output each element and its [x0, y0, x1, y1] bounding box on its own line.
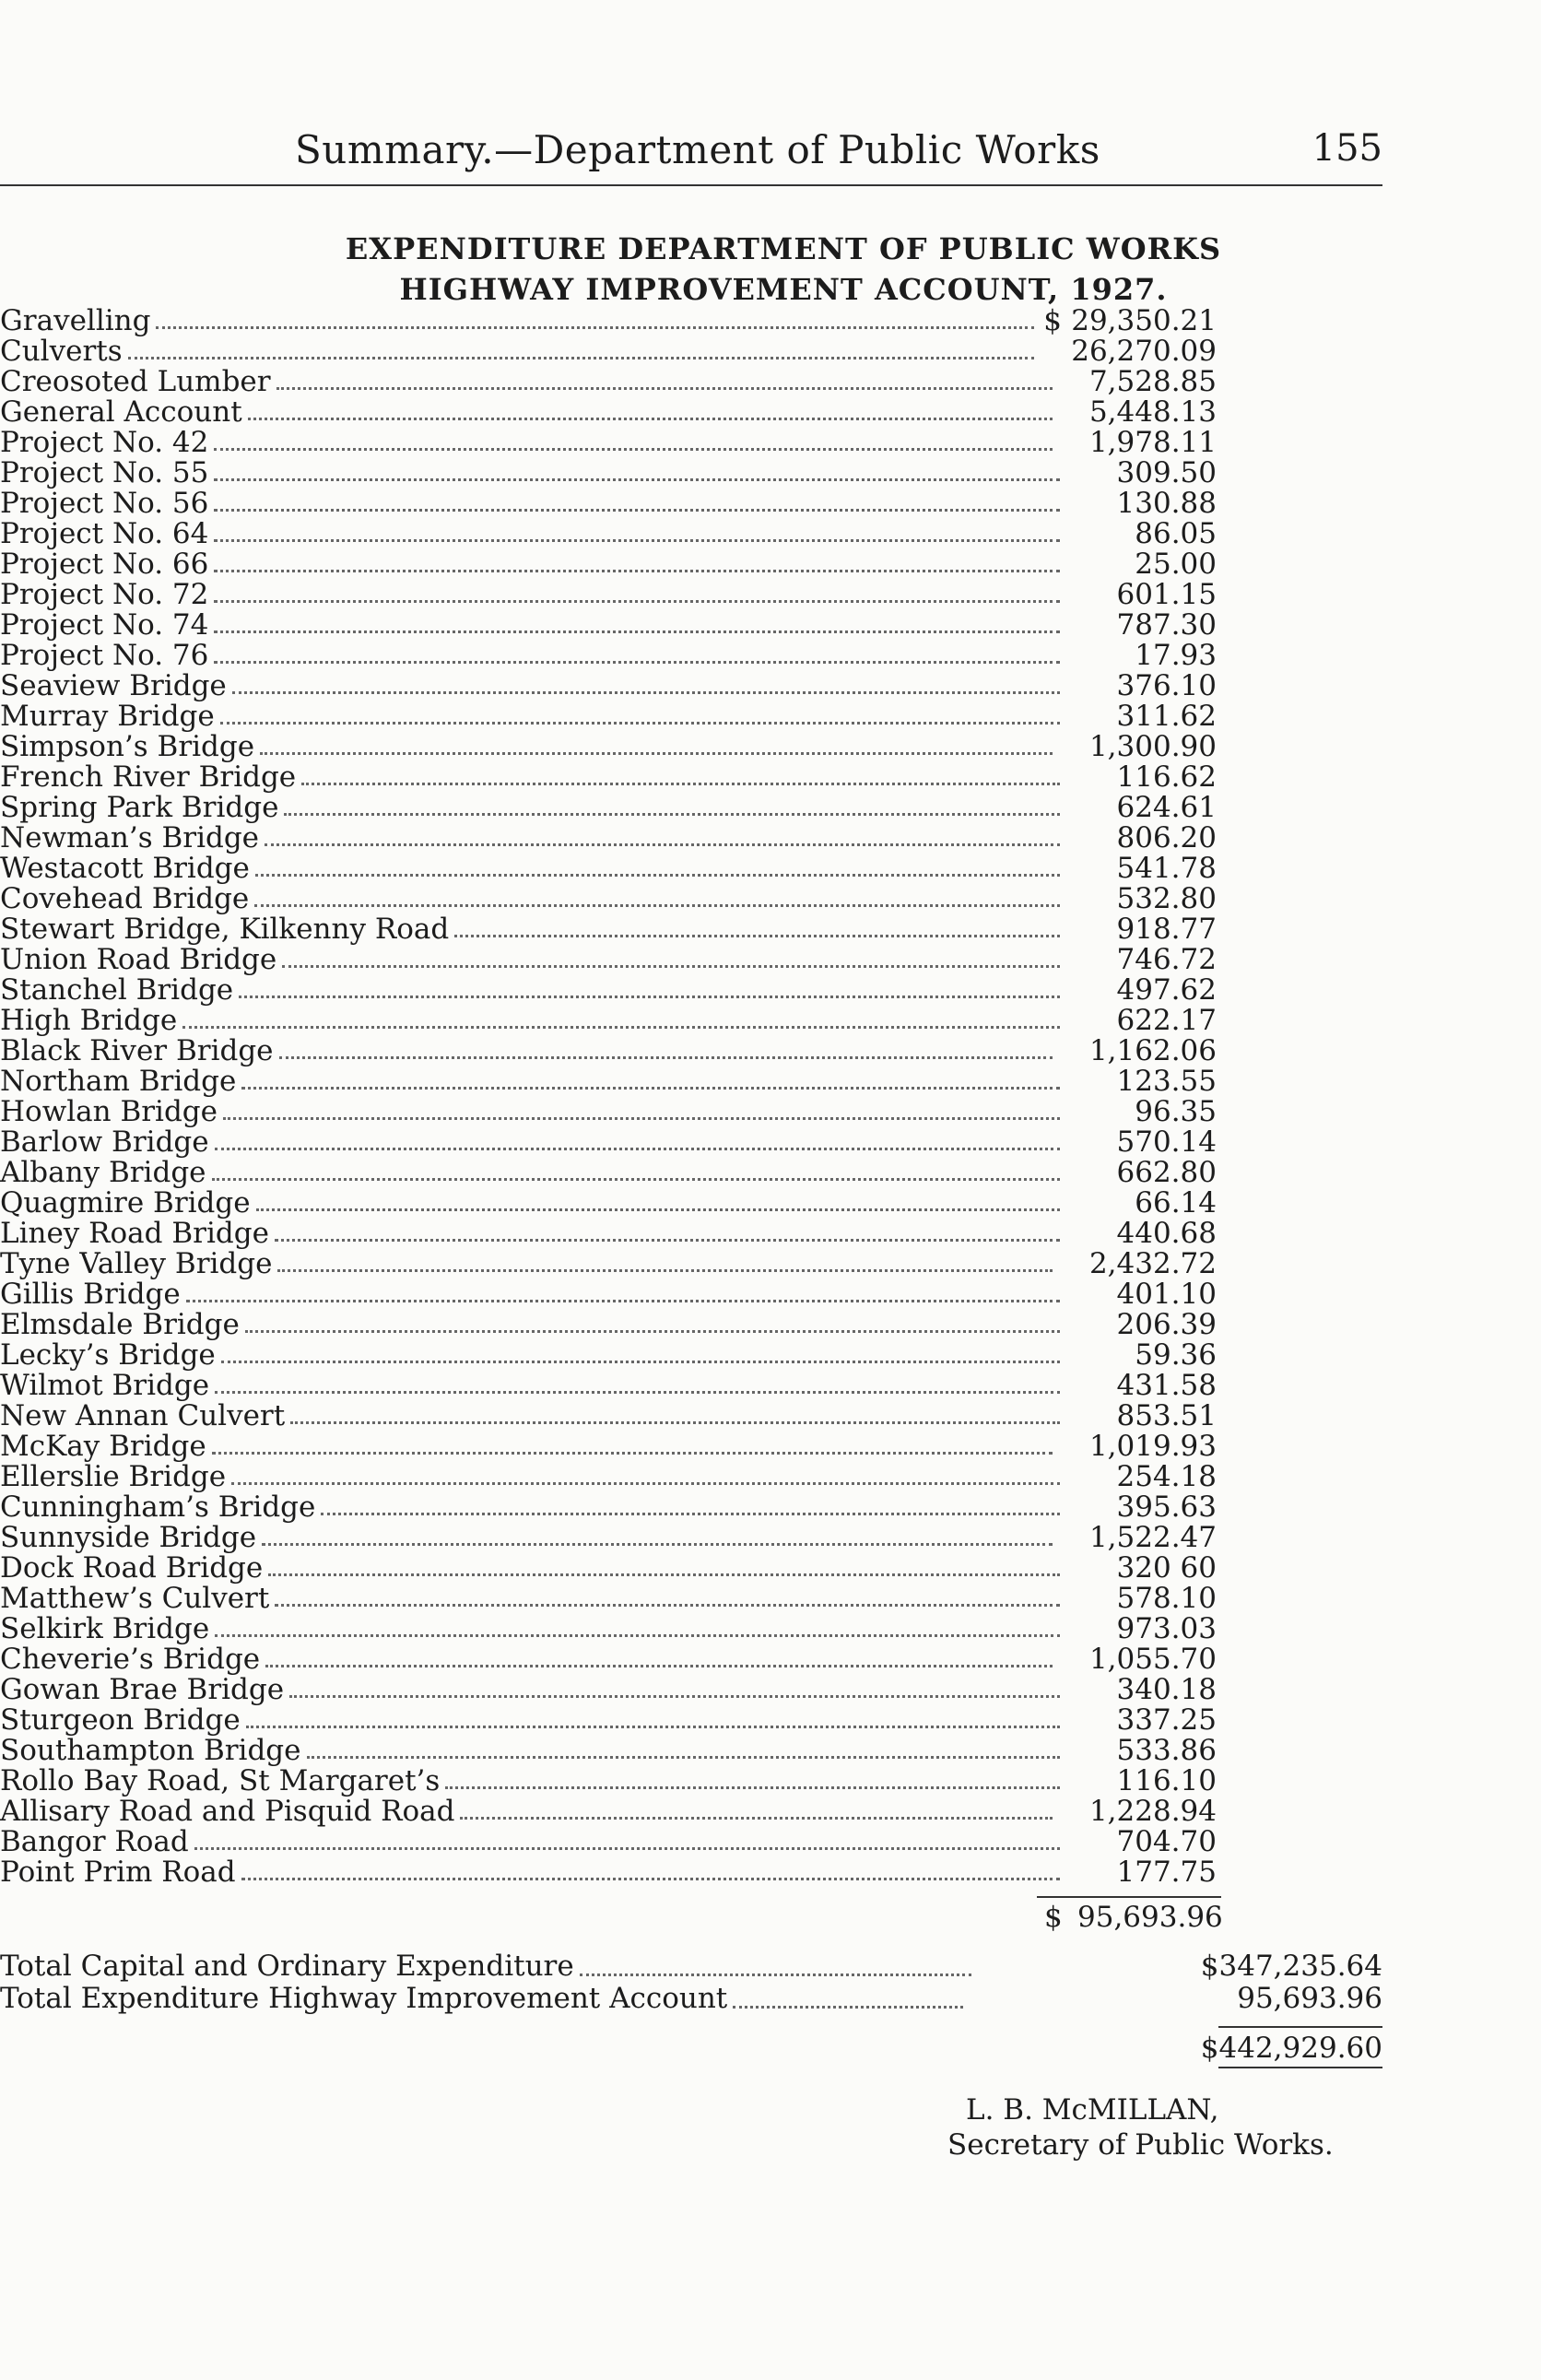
item-amount: 787.30 [1116, 608, 1217, 642]
item-label: Culverts [0, 335, 123, 368]
totals-section [0, 1950, 1382, 2014]
expenditure-row [0, 365, 1217, 398]
item-label: High Bridge [0, 1004, 178, 1037]
item-label: Union Road Bridge [0, 943, 277, 976]
subtotal-rule [1037, 1896, 1221, 1898]
expenditure-row [0, 304, 1217, 335]
item-label: Stanchel Bridge [0, 973, 234, 1007]
expenditure-row [0, 1399, 1217, 1430]
leader-dots [321, 1513, 1060, 1515]
leader-dots [245, 1330, 1060, 1333]
item-amount: 177.75 [1116, 1856, 1217, 1889]
item-amount: 66.14 [1135, 1186, 1217, 1219]
expenditure-row [0, 1460, 1217, 1493]
item-amount: 532.80 [1116, 882, 1217, 915]
total-label: Total Expenditure Highway Improvement Account [0, 1982, 728, 2015]
item-label: Rollo Bay Road, St Margaret’s [0, 1764, 441, 1797]
leader-dots [265, 1665, 1053, 1667]
expenditure-row [0, 1825, 1217, 1856]
leader-dots [241, 1878, 1060, 1880]
item-amount: 254.18 [1116, 1460, 1217, 1493]
item-amount: 26,270.09 [1071, 335, 1217, 368]
leader-dots [221, 1361, 1060, 1363]
item-amount: 401.10 [1116, 1278, 1217, 1311]
total-row [0, 1982, 1382, 2014]
item-label: Project No. 42 [0, 426, 209, 459]
item-amount: 337.25 [1116, 1703, 1217, 1737]
item-label: Liney Road Bridge [0, 1217, 269, 1250]
item-label: Project No. 74 [0, 608, 209, 642]
grand-total-underline [1218, 2067, 1382, 2068]
leader-dots [214, 661, 1060, 664]
item-amount: 1,055.70 [1088, 1643, 1217, 1676]
leader-dots [212, 1178, 1060, 1181]
item-amount: 311.62 [1116, 700, 1217, 733]
leader-dots [282, 965, 1060, 968]
item-label: Project No. 76 [0, 639, 209, 672]
leader-dots [231, 1482, 1060, 1485]
leader-dots [214, 539, 1060, 542]
leader-dots [733, 2006, 963, 2009]
expenditure-row [0, 1065, 1217, 1098]
expenditure-row [0, 1612, 1217, 1643]
expenditure-row [0, 760, 1217, 794]
leader-dots [214, 570, 1060, 572]
leader-dots [214, 448, 1053, 451]
item-amount: 5,448.13 [1088, 395, 1217, 429]
item-label: Gowan Brae Bridge [0, 1673, 285, 1706]
leader-dots [580, 1974, 971, 1976]
subtotal-currency: $ [1044, 1901, 1063, 1934]
item-label: Stewart Bridge, Kilkenny Road [0, 913, 450, 946]
item-label: Newman’s Bridge [0, 821, 260, 854]
leader-dots [241, 1087, 1060, 1090]
item-label: Matthew’s Culvert [0, 1582, 270, 1615]
leader-dots [194, 1847, 1060, 1850]
leader-dots [214, 630, 1060, 633]
leader-dots [301, 783, 1060, 785]
expenditure-row [0, 1734, 1217, 1767]
leader-dots [277, 1269, 1052, 1272]
expenditure-row [0, 1004, 1217, 1037]
leader-dots [260, 752, 1053, 755]
expenditure-row [0, 1095, 1217, 1128]
item-amount: 1,522.47 [1088, 1521, 1217, 1554]
leader-dots [215, 1634, 1060, 1637]
expenditure-list [0, 304, 1217, 1889]
expenditure-row [0, 456, 1217, 487]
signature-block [947, 2092, 1408, 2162]
leader-dots [239, 996, 1060, 998]
expenditure-row [0, 1217, 1217, 1250]
expenditure-row [0, 730, 1217, 763]
item-amount: 1,978.11 [1088, 426, 1217, 459]
expenditure-row [0, 913, 1217, 946]
item-label: Project No. 72 [0, 578, 209, 611]
item-label: Lecky’s Bridge [0, 1338, 216, 1372]
item-label: Selkirk Bridge [0, 1612, 210, 1645]
leader-dots [128, 357, 1035, 359]
expenditure-row [0, 548, 1217, 581]
leader-dots [284, 813, 1060, 816]
leader-dots [214, 509, 1060, 512]
item-label: Bangor Road [0, 1825, 189, 1858]
item-amount: 704.70 [1116, 1825, 1217, 1858]
item-amount: 116.10 [1116, 1764, 1217, 1797]
item-label: Wilmot Bridge [0, 1369, 210, 1402]
expenditure-row [0, 852, 1217, 885]
item-label: Ellerslie Bridge [0, 1460, 227, 1493]
leader-dots [232, 691, 1060, 694]
expenditure-row [0, 395, 1217, 429]
total-row [0, 1950, 1382, 1982]
item-label: Cunningham’s Bridge [0, 1490, 316, 1524]
item-amount: 1,228.94 [1088, 1795, 1217, 1828]
item-label: Northam Bridge [0, 1065, 237, 1098]
page-number: 155 [1312, 127, 1382, 170]
item-amount: 123.55 [1116, 1065, 1217, 1098]
item-label: Quagmire Bridge [0, 1186, 251, 1219]
expenditure-row [0, 639, 1217, 672]
leader-dots [262, 1543, 1053, 1546]
leader-dots [255, 874, 1060, 877]
subtotal-amount: 95,693.96 [1077, 1901, 1223, 1934]
expenditure-row [0, 1673, 1217, 1706]
expenditure-row [0, 1186, 1217, 1217]
item-label: Sturgeon Bridge [0, 1703, 241, 1737]
expenditure-row [0, 1490, 1217, 1524]
item-amount: 431.58 [1116, 1369, 1217, 1402]
item-label: Sunnyside Bridge [0, 1521, 257, 1554]
item-label: Project No. 55 [0, 456, 209, 489]
leader-dots [289, 1695, 1060, 1698]
expenditure-row [0, 1156, 1217, 1189]
item-amount: 340.18 [1116, 1673, 1217, 1706]
item-label: Westacott Bridge [0, 852, 250, 885]
item-currency: $ [1043, 304, 1062, 337]
item-label: Allisary Road and Pisquid Road [0, 1795, 455, 1828]
item-amount: 853.51 [1116, 1399, 1217, 1432]
leader-dots [290, 1421, 1060, 1424]
leader-dots [214, 478, 1060, 481]
leader-dots [265, 843, 1060, 846]
leader-dots [307, 1756, 1061, 1759]
item-amount: 86.05 [1135, 517, 1217, 550]
item-amount: 130.88 [1116, 487, 1217, 520]
expenditure-row [0, 1430, 1217, 1463]
expenditure-row [0, 1795, 1217, 1828]
subtotal [1037, 1901, 1221, 1934]
page-header [0, 120, 1382, 175]
item-amount: 7,528.85 [1088, 365, 1217, 398]
expenditure-row [0, 517, 1217, 548]
expenditure-row [0, 426, 1217, 459]
document-title [0, 229, 1382, 310]
expenditure-row [0, 1582, 1217, 1615]
item-amount: 1,019.93 [1088, 1430, 1217, 1463]
item-amount: 25.00 [1135, 548, 1217, 581]
item-amount: 578.10 [1116, 1582, 1217, 1615]
total-amount: 95,693.96 [1237, 1982, 1382, 2015]
item-amount: 746.72 [1116, 943, 1217, 976]
item-label: Project No. 66 [0, 548, 209, 581]
item-label: Project No. 56 [0, 487, 209, 520]
expenditure-row [0, 669, 1217, 700]
item-amount: 533.86 [1116, 1734, 1217, 1767]
item-label: Seaview Bridge [0, 669, 227, 702]
item-label: Howlan Bridge [0, 1095, 218, 1128]
expenditure-row [0, 1247, 1217, 1278]
expenditure-row [0, 1034, 1217, 1065]
item-amount: 376.10 [1116, 669, 1217, 702]
item-amount: 973.03 [1116, 1612, 1217, 1645]
expenditure-row [0, 791, 1217, 824]
expenditure-row [0, 973, 1217, 1007]
expenditure-row [0, 335, 1217, 368]
item-amount: 96.35 [1135, 1095, 1217, 1128]
leader-dots [460, 1817, 1052, 1820]
leader-dots [182, 1026, 1060, 1029]
item-amount: 806.20 [1116, 821, 1217, 854]
item-amount: 320 60 [1116, 1551, 1217, 1585]
expenditure-row [0, 700, 1217, 733]
expenditure-row [0, 1856, 1217, 1889]
leader-dots [256, 1208, 1060, 1211]
item-amount: 17.93 [1135, 639, 1217, 672]
total-label: Total Capital and Ordinary Expenditure [0, 1950, 574, 1983]
item-label: Tyne Valley Bridge [0, 1247, 273, 1280]
expenditure-row [0, 1125, 1217, 1159]
grand-total-rule [1218, 2026, 1382, 2028]
leader-dots [454, 935, 1060, 937]
item-amount: 440.68 [1116, 1217, 1217, 1250]
expenditure-row [0, 487, 1217, 520]
item-amount: 1,162.06 [1088, 1034, 1217, 1067]
item-label: Creosoted Lumber [0, 365, 271, 398]
item-amount: 570.14 [1116, 1125, 1217, 1159]
item-amount: 918.77 [1116, 913, 1217, 946]
expenditure-row [0, 1369, 1217, 1402]
item-amount: 624.61 [1116, 791, 1217, 824]
expenditure-row [0, 1764, 1217, 1795]
item-label: Covehead Bridge [0, 882, 250, 915]
expenditure-row [0, 1278, 1217, 1311]
item-label: Barlow Bridge [0, 1125, 209, 1159]
leader-dots [223, 1117, 1060, 1120]
item-label: Murray Bridge [0, 700, 215, 733]
item-label: Dock Road Bridge [0, 1551, 264, 1585]
grand-total: $442,929.60 [1200, 2032, 1382, 2065]
total-amount: $347,235.64 [1200, 1950, 1382, 1983]
item-label: Cheverie’s Bridge [0, 1643, 261, 1676]
item-amount: 206.39 [1116, 1308, 1217, 1341]
leader-dots [212, 1452, 1053, 1455]
title-line-1: EXPENDITURE DEPARTMENT OF PUBLIC WORKS [345, 231, 1222, 266]
item-amount: 59.36 [1135, 1338, 1217, 1372]
item-amount: 309.50 [1116, 456, 1217, 489]
leader-dots [220, 722, 1060, 725]
leader-dots [275, 1604, 1060, 1607]
header-rule [0, 184, 1382, 186]
leader-dots [186, 1300, 1060, 1302]
signatory-name: L. B. McMILLAN, [966, 2093, 1219, 2127]
leader-dots [215, 1148, 1060, 1150]
leader-dots [275, 1239, 1060, 1242]
expenditure-row [0, 608, 1217, 642]
item-label: Project No. 64 [0, 517, 209, 550]
item-label: Point Prim Road [0, 1856, 236, 1889]
leader-dots [215, 1391, 1060, 1394]
item-label: Elmsdale Bridge [0, 1308, 240, 1341]
expenditure-row [0, 1551, 1217, 1585]
signatory-title: Secretary of Public Works. [947, 2128, 1334, 2162]
item-amount: 662.80 [1116, 1156, 1217, 1189]
expenditure-row [0, 1703, 1217, 1737]
item-label: Spring Park Bridge [0, 791, 279, 824]
item-label: New Annan Culvert [0, 1399, 286, 1432]
expenditure-row [0, 1643, 1217, 1676]
item-amount: 601.15 [1116, 578, 1217, 611]
leader-dots [248, 418, 1053, 420]
item-label: French River Bridge [0, 760, 297, 794]
item-label: Southampton Bridge [0, 1734, 301, 1767]
expenditure-row [0, 578, 1217, 611]
item-amount: 1,300.90 [1088, 730, 1217, 763]
leader-dots [214, 600, 1060, 603]
item-label: Albany Bridge [0, 1156, 206, 1189]
item-label: Gillis Bridge [0, 1278, 181, 1311]
item-label: General Account [0, 395, 242, 429]
item-label: McKay Bridge [0, 1430, 206, 1463]
expenditure-row [0, 1521, 1217, 1554]
expenditure-row [0, 821, 1217, 852]
leader-dots [254, 904, 1060, 907]
leader-dots [279, 1056, 1053, 1059]
item-label: Gravelling [0, 304, 151, 337]
item-amount: 29,350.21 [1071, 304, 1217, 337]
expenditure-row [0, 943, 1217, 976]
leader-dots [156, 326, 1034, 329]
expenditure-row [0, 1338, 1217, 1372]
item-amount: 116.62 [1116, 760, 1217, 794]
item-label: Simpson’s Bridge [0, 730, 255, 763]
item-label: Black River Bridge [0, 1034, 274, 1067]
leader-dots [246, 1726, 1060, 1728]
running-title: Summary.—Department of Public Works [295, 127, 1100, 172]
item-amount: 395.63 [1116, 1490, 1217, 1524]
expenditure-row [0, 1308, 1217, 1341]
leader-dots [268, 1573, 1060, 1576]
expenditure-row [0, 882, 1217, 913]
title-line-2: HIGHWAY IMPROVEMENT ACCOUNT, 1927. [399, 272, 1168, 307]
item-amount: 497.62 [1116, 973, 1217, 1007]
item-amount: 2,432.72 [1088, 1247, 1217, 1280]
leader-dots [276, 387, 1053, 390]
item-amount: 541.78 [1116, 852, 1217, 885]
item-amount: 622.17 [1116, 1004, 1217, 1037]
leader-dots [445, 1786, 1060, 1789]
